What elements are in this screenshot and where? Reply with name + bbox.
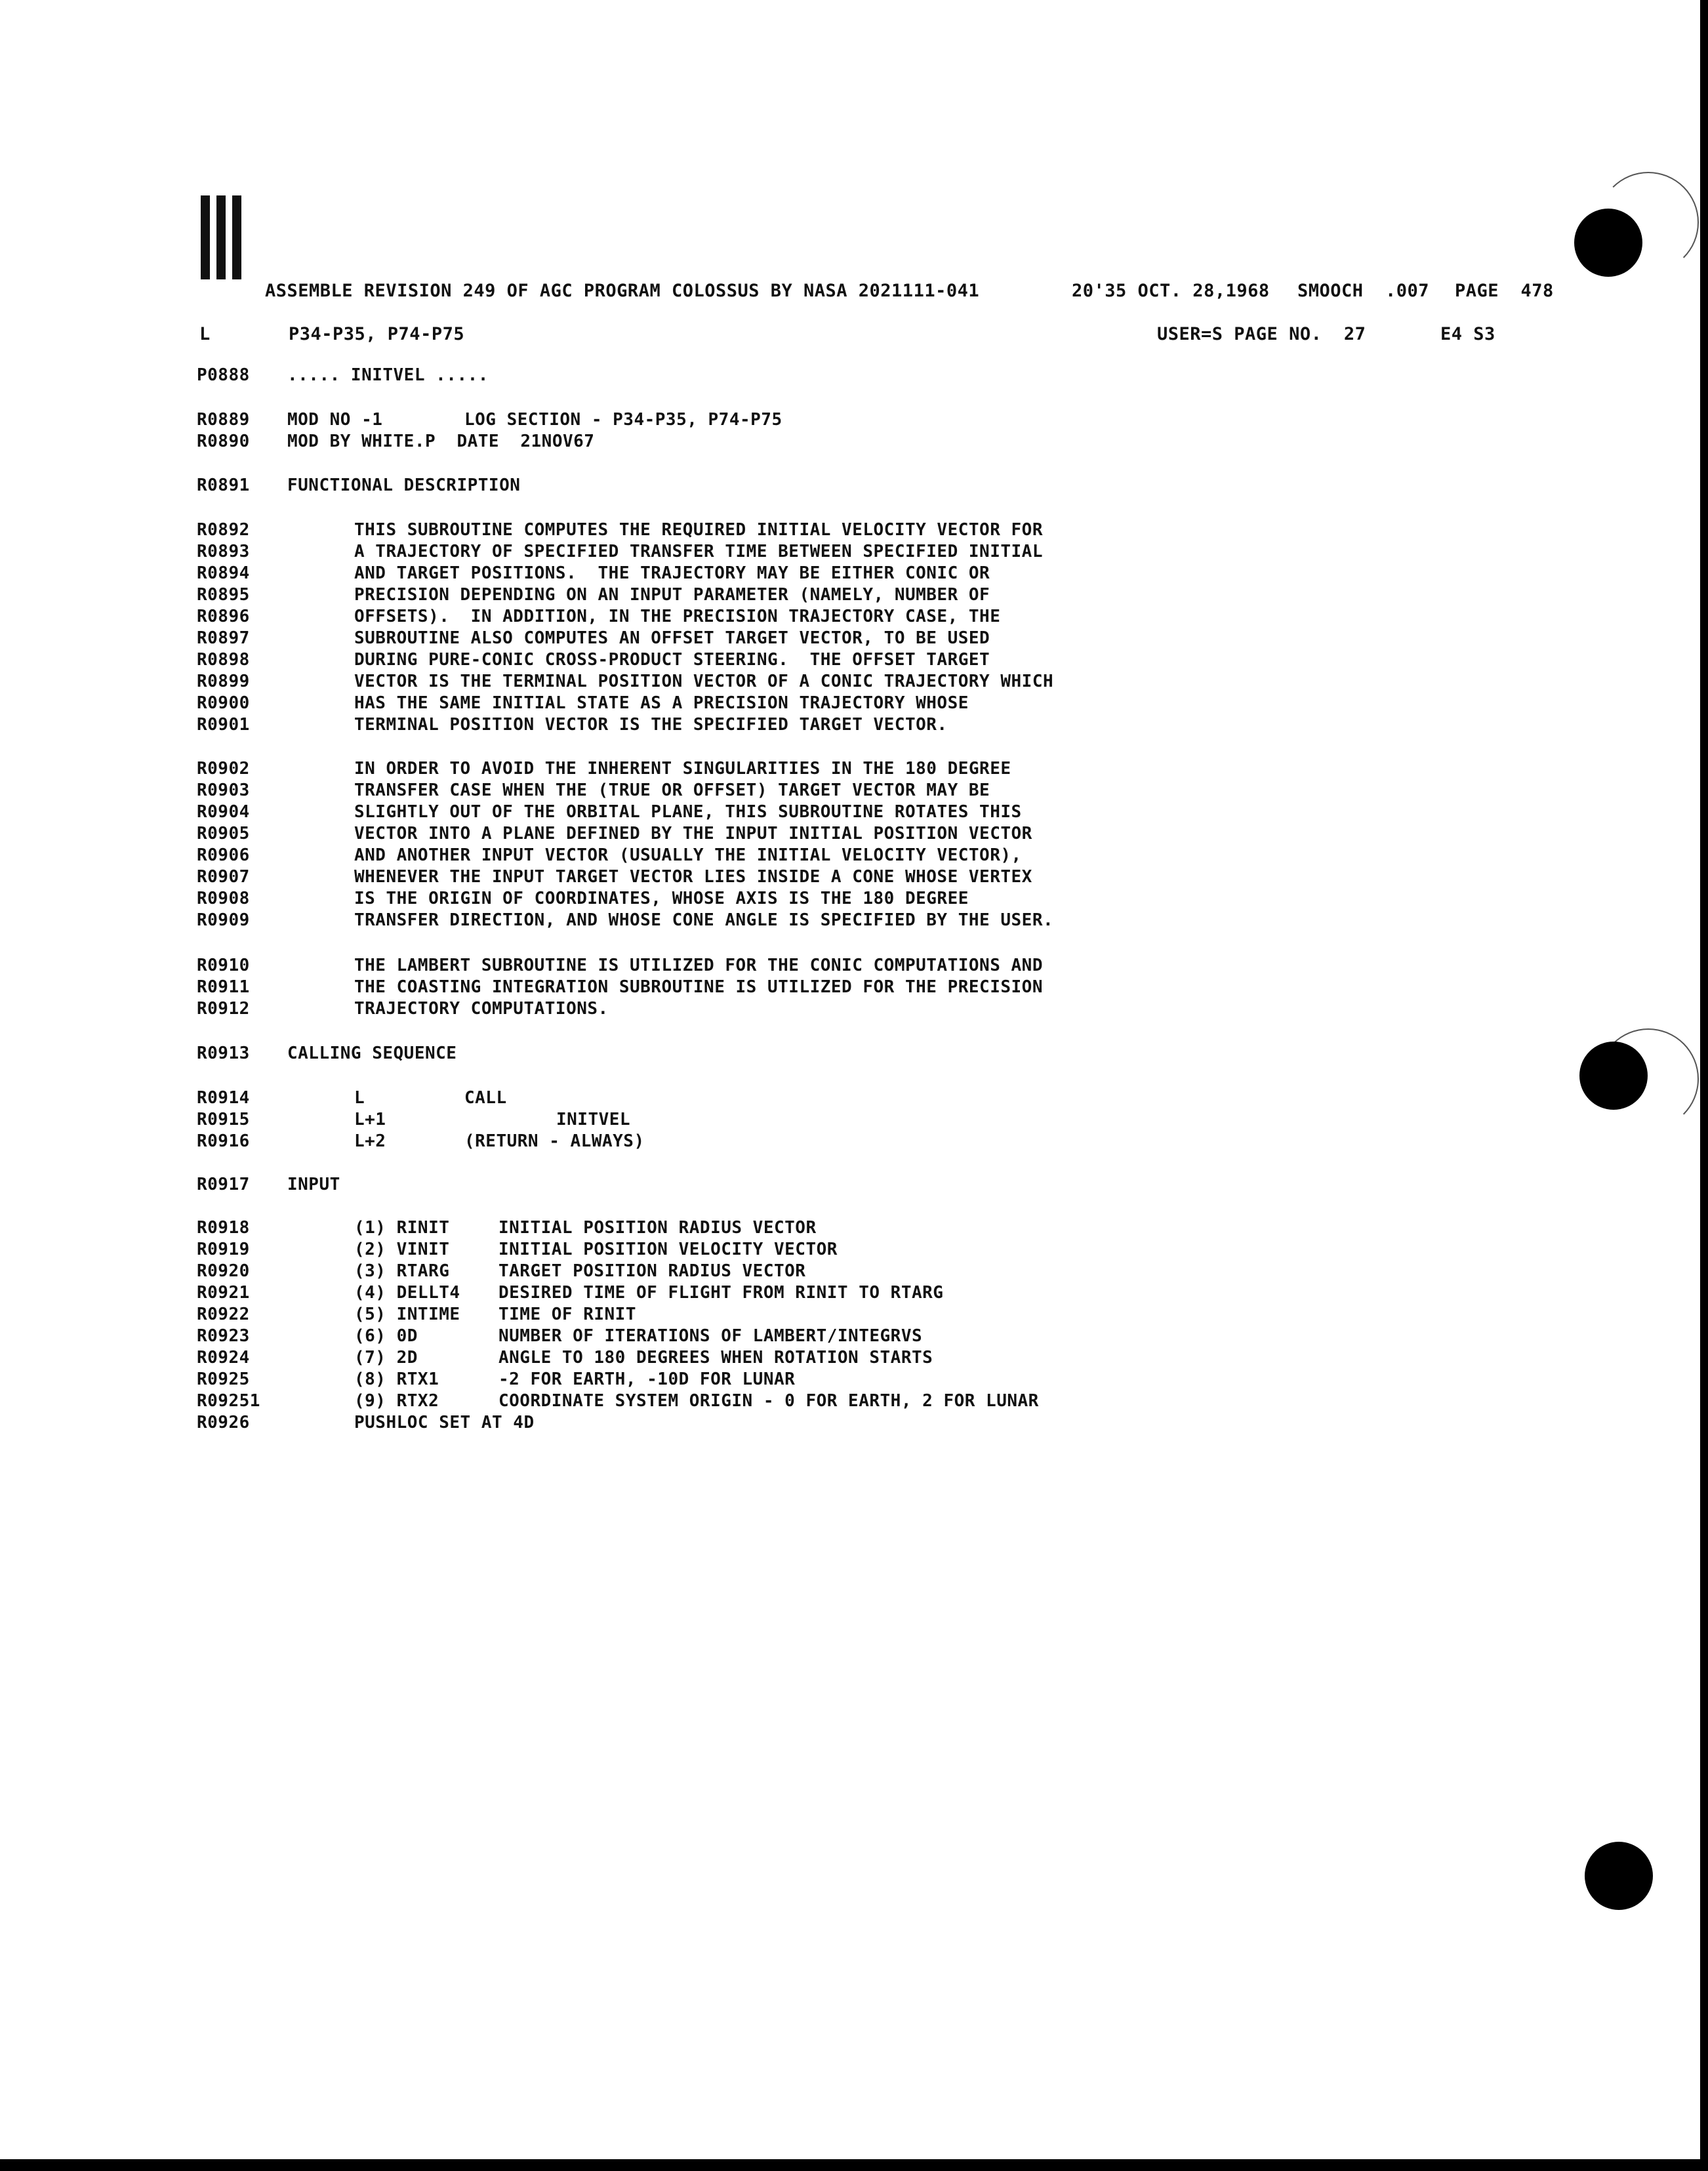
header-code: .007	[1385, 281, 1430, 301]
line-label: R0889	[197, 410, 250, 430]
line-label: R0926	[197, 1413, 250, 1432]
line-label: R0918	[197, 1218, 250, 1238]
section-title: ..... INITVEL .....	[287, 365, 489, 385]
line-extra: TARGET POSITION RADIUS VECTOR	[498, 1261, 806, 1281]
line-text: VECTOR INTO A PLANE DEFINED BY THE INPUT INITIAL POSITION VECTOR	[354, 824, 1032, 843]
line-label: R0915	[197, 1110, 250, 1129]
line-text: (1) RINIT	[354, 1218, 450, 1238]
heading-functional-description: FUNCTIONAL DESCRIPTION	[287, 476, 521, 495]
line-label: R0906	[197, 845, 250, 865]
line-label: R0921	[197, 1283, 250, 1303]
line-text: PUSHLOC SET AT 4D	[354, 1413, 535, 1432]
line-text: IS THE ORIGIN OF COORDINATES, WHOSE AXIS IS THE 180 DEGREE	[354, 889, 969, 908]
line-extra: INITVEL	[556, 1110, 631, 1129]
line-label: R0905	[197, 824, 250, 843]
line-label: R0917	[197, 1175, 250, 1194]
line-label: R0900	[197, 693, 250, 713]
line-label: R0911	[197, 977, 250, 997]
line-label: R0916	[197, 1131, 250, 1151]
line-label: R09251	[197, 1391, 260, 1411]
header-page: PAGE 478	[1455, 281, 1554, 301]
line-label: R0908	[197, 889, 250, 908]
line-extra: DESIRED TIME OF FLIGHT FROM RINIT TO RTARG	[498, 1283, 944, 1303]
subheader-marker: L	[199, 324, 211, 344]
line-text: WHENEVER THE INPUT TARGET VECTOR LIES INSIDE A CONE WHOSE VERTEX	[354, 867, 1032, 887]
header-user: SMOOCH	[1297, 281, 1364, 301]
line-text: (3) RTARG	[354, 1261, 450, 1281]
line-label: R0890	[197, 432, 250, 451]
line-label: R0891	[197, 476, 250, 495]
line-label: R0895	[197, 585, 250, 605]
line-label: R0910	[197, 956, 250, 975]
line-label: R0913	[197, 1044, 250, 1063]
line-label: R0892	[197, 520, 250, 540]
line-text: DURING PURE-CONIC CROSS-PRODUCT STEERING. THE OFFSET TARGET	[354, 650, 990, 670]
line-label: R0920	[197, 1261, 250, 1281]
line-text: L+1	[354, 1110, 386, 1129]
line-text: (9) RTX2	[354, 1391, 439, 1411]
line-text: THIS SUBROUTINE COMPUTES THE REQUIRED INITIAL VELOCITY VECTOR FOR	[354, 520, 1043, 540]
punch-hole-top	[1574, 209, 1642, 277]
line-text: THE COASTING INTEGRATION SUBROUTINE IS UTILIZED FOR THE PRECISION	[354, 977, 1043, 997]
subheader-user-page: USER=S PAGE NO. 27	[1157, 324, 1366, 344]
line-text: (8) RTX1	[354, 1370, 439, 1389]
line-label: R0907	[197, 867, 250, 887]
line-text: TERMINAL POSITION VECTOR IS THE SPECIFIED TARGET VECTOR.	[354, 715, 948, 735]
line-label: R0904	[197, 802, 250, 822]
line-text: TRAJECTORY COMPUTATIONS.	[354, 999, 609, 1019]
line-label: R0912	[197, 999, 250, 1019]
line-label: R0896	[197, 607, 250, 626]
line-text: L	[354, 1088, 365, 1108]
line-text: OFFSETS). IN ADDITION, IN THE PRECISION TRAJECTORY CASE, THE	[354, 607, 1001, 626]
line-label: R0914	[197, 1088, 250, 1108]
punch-hole-bottom	[1585, 1842, 1653, 1910]
line-text: TRANSFER DIRECTION, AND WHOSE CONE ANGLE IS SPECIFIED BY THE USER.	[354, 910, 1054, 930]
line-text: MOD BY WHITE.P DATE 21NOV67	[287, 432, 595, 451]
line-text: HAS THE SAME INITIAL STATE AS A PRECISION TRAJECTORY WHOSE	[354, 693, 969, 713]
line-label: R0901	[197, 715, 250, 735]
line-text: L+2	[354, 1131, 386, 1151]
line-extra: CALL	[464, 1088, 507, 1108]
line-extra: ANGLE TO 180 DEGREES WHEN ROTATION STARTS	[498, 1348, 933, 1368]
line-label: R0909	[197, 910, 250, 930]
line-text: (7) 2D	[354, 1348, 418, 1368]
line-extra: COORDINATE SYSTEM ORIGIN - 0 FOR EARTH, 2 FOR LUNAR	[498, 1391, 1039, 1411]
line-label: R0925	[197, 1370, 250, 1389]
line-label: R0902	[197, 759, 250, 779]
line-label: R0923	[197, 1326, 250, 1346]
line-extra: TIME OF RINIT	[498, 1305, 636, 1324]
line-text: PRECISION DEPENDING ON AN INPUT PARAMETER (NAMELY, NUMBER OF	[354, 585, 990, 605]
line-extra: INITIAL POSITION VELOCITY VECTOR	[498, 1240, 838, 1259]
line-text: (6) 0D	[354, 1326, 418, 1346]
heading-input: INPUT	[287, 1175, 340, 1194]
line-text: SLIGHTLY OUT OF THE ORBITAL PLANE, THIS SUBROUTINE ROTATES THIS	[354, 802, 1022, 822]
subheader-sheet: E4 S3	[1440, 324, 1495, 344]
line-label: R0924	[197, 1348, 250, 1368]
line-extra: LOG SECTION - P34-P35, P74-P75	[464, 410, 783, 430]
registration-bars	[201, 195, 248, 282]
line-text: THE LAMBERT SUBROUTINE IS UTILIZED FOR THE CONIC COMPUTATIONS AND	[354, 956, 1043, 975]
punch-hole-middle	[1579, 1042, 1648, 1110]
line-text: MOD NO -1	[287, 410, 383, 430]
line-text: TRANSFER CASE WHEN THE (TRUE OR OFFSET) TARGET VECTOR MAY BE	[354, 781, 990, 800]
header-timestamp: 20'35 OCT. 28,1968	[1072, 281, 1270, 301]
line-label: R0899	[197, 672, 250, 691]
header-title: ASSEMBLE REVISION 249 OF AGC PROGRAM COLOSSUS BY NASA 2021111-041	[265, 281, 980, 301]
line-text: VECTOR IS THE TERMINAL POSITION VECTOR OF A CONIC TRAJECTORY WHICH	[354, 672, 1054, 691]
heading-calling-sequence: CALLING SEQUENCE	[287, 1044, 457, 1063]
line-label: R0903	[197, 781, 250, 800]
line-label: R0922	[197, 1305, 250, 1324]
line-text: AND TARGET POSITIONS. THE TRAJECTORY MAY BE EITHER CONIC OR	[354, 563, 990, 583]
line-label: R0894	[197, 563, 250, 583]
line-text: SUBROUTINE ALSO COMPUTES AN OFFSET TARGET VECTOR, TO BE USED	[354, 628, 990, 648]
line-label: R0897	[197, 628, 250, 648]
line-extra: -2 FOR EARTH, -10D FOR LUNAR	[498, 1370, 796, 1389]
line-text: (5) INTIME	[354, 1305, 460, 1324]
line-label: P0888	[197, 365, 250, 385]
line-text: IN ORDER TO AVOID THE INHERENT SINGULARITIES IN THE 180 DEGREE	[354, 759, 1011, 779]
line-text: AND ANOTHER INPUT VECTOR (USUALLY THE INITIAL VELOCITY VECTOR),	[354, 845, 1022, 865]
line-extra: (RETURN - ALWAYS)	[464, 1131, 645, 1151]
line-label: R0893	[197, 542, 250, 561]
line-text: (2) VINIT	[354, 1240, 450, 1259]
line-label: R0898	[197, 650, 250, 670]
line-extra: NUMBER OF ITERATIONS OF LAMBERT/INTEGRVS	[498, 1326, 923, 1346]
subheader-section: P34-P35, P74-P75	[289, 324, 465, 344]
line-extra: INITIAL POSITION RADIUS VECTOR	[498, 1218, 817, 1238]
line-text: (4) DELLT4	[354, 1283, 460, 1303]
line-label: R0919	[197, 1240, 250, 1259]
line-text: A TRAJECTORY OF SPECIFIED TRANSFER TIME BETWEEN SPECIFIED INITIAL	[354, 542, 1043, 561]
